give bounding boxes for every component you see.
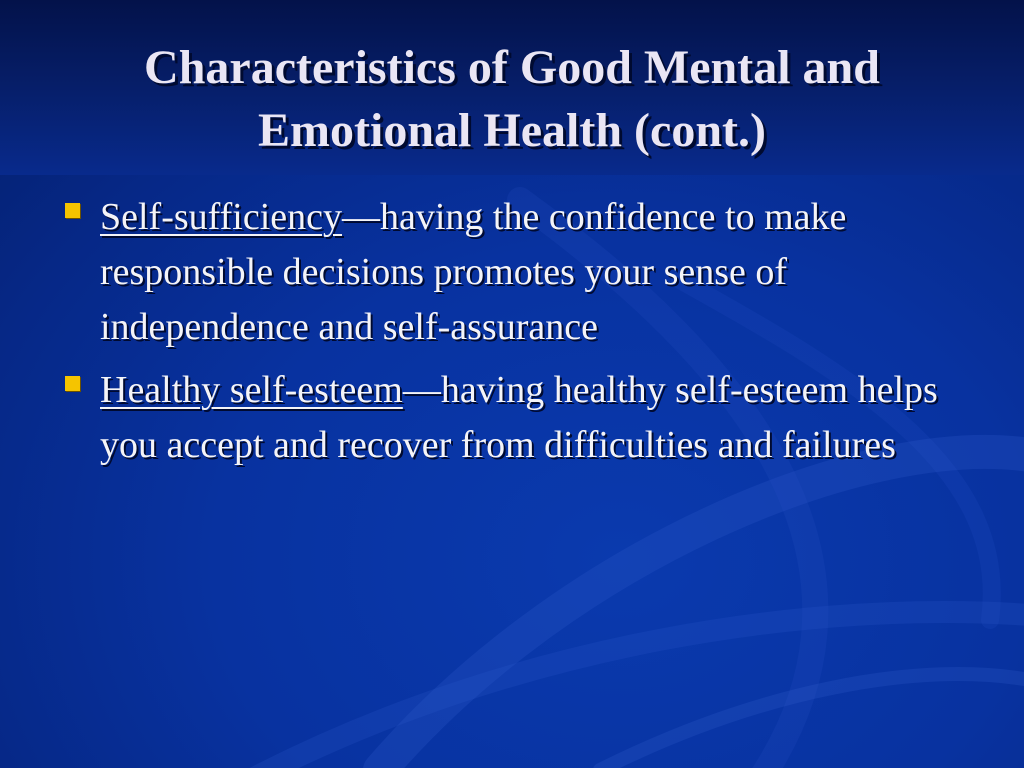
slide-title: Characteristics of Good Mental and Emotional Health (cont.) <box>144 41 880 157</box>
square-bullet-icon <box>65 376 80 391</box>
swoosh-arc-4 <box>600 674 1024 768</box>
bullet-self-sufficiency <box>60 190 990 355</box>
swoosh-arc-2 <box>250 612 1024 768</box>
bullet-healthy-self-esteem <box>60 363 990 473</box>
term-self-sufficiency: Self-sufficiency <box>100 196 342 238</box>
term-healthy-self-esteem: Healthy self-esteem <box>100 369 403 411</box>
bullet-text-self-sufficiency: —having the confidence to make responsible decisions promotes your sense of independence and self-assurance <box>100 196 847 348</box>
bullet-text-healthy-self-esteem: —having healthy self-esteem helps you accept and recover from difficulties and failures <box>100 369 938 466</box>
bullet-list <box>60 190 990 481</box>
square-bullet-icon <box>65 203 80 218</box>
